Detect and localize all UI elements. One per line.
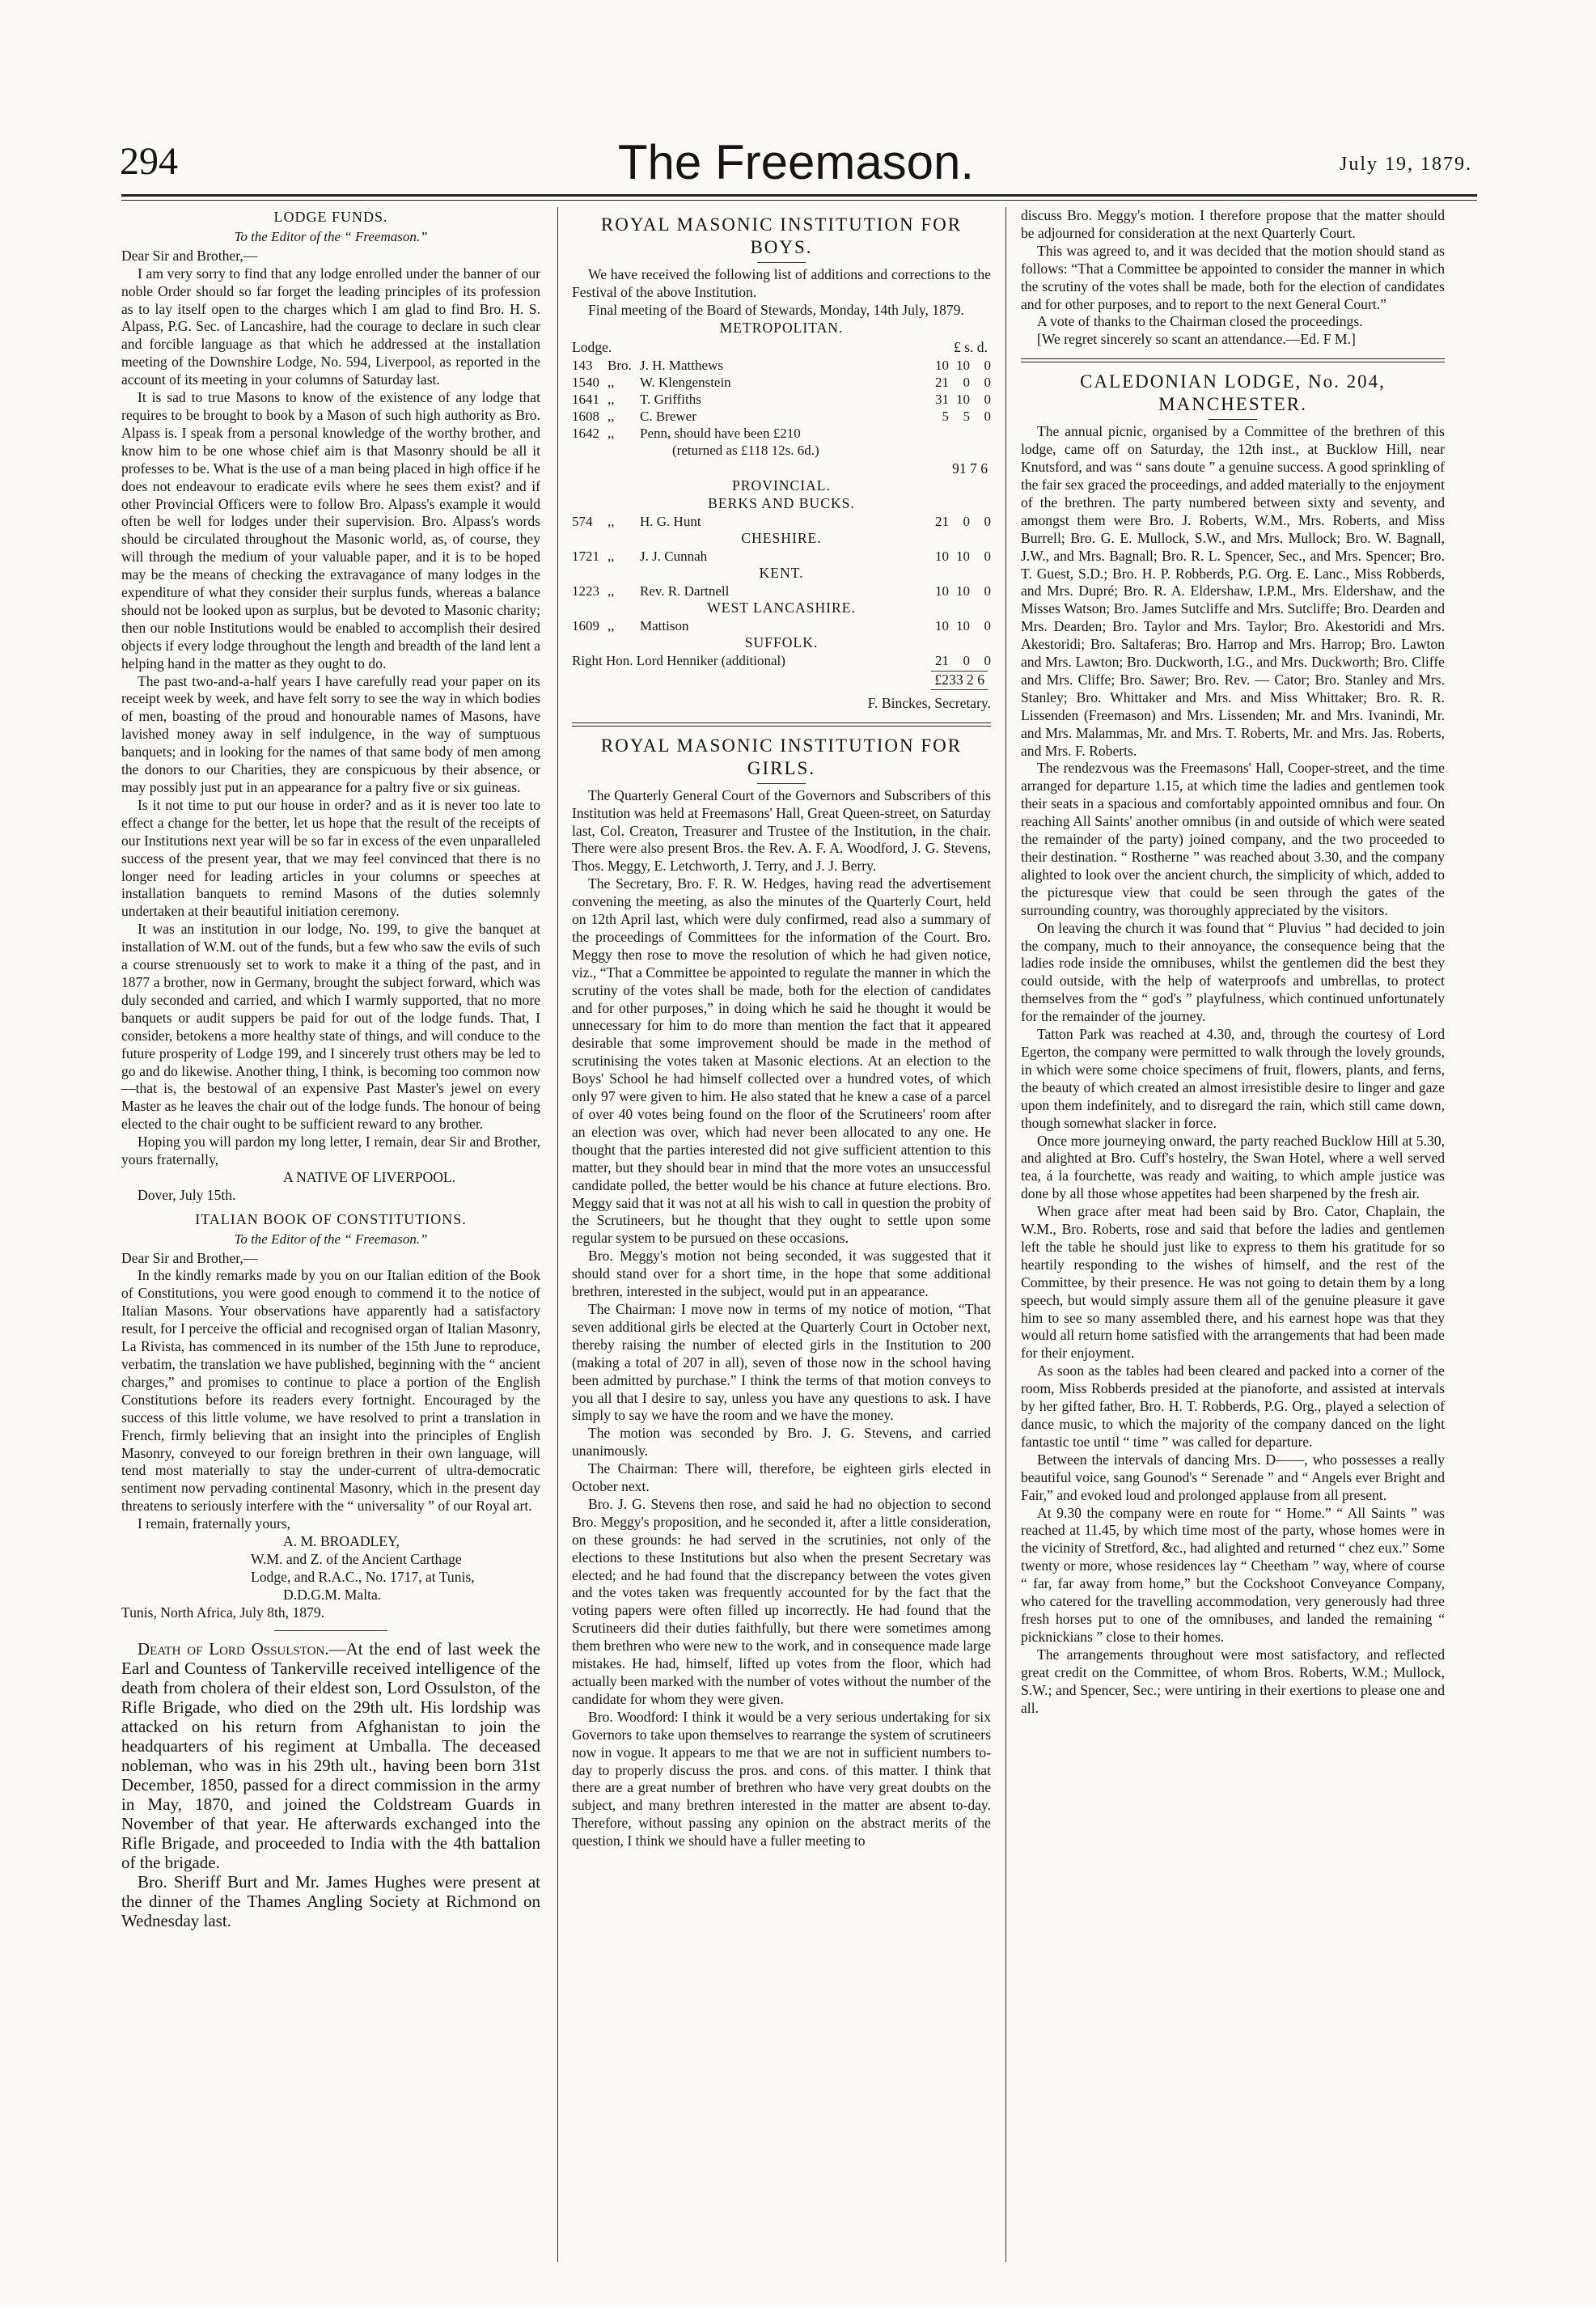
- section-divider: [572, 722, 991, 727]
- section-label: PROVINCIAL.: [732, 477, 831, 494]
- masthead-rule: [121, 194, 1477, 197]
- signature-line: Lodge, and R.A.C., No. 1717, at Tunis,: [251, 1568, 475, 1585]
- title-rule: [757, 262, 806, 263]
- paragraph: It was an institution in our lodge, No. 199, to give the banquet at installation of W.M. out of the funds, but a few who saw the evils of such a course strenuously set to work to make it a thing of the past, and in 1877 a brother, now in Germany, brought the subject forward, which was duly seconded and carried, and which I warmly supported, that no more banquets or audit suppers be paid for out of the lodge funds. That, I consider, betokens a more healthy state of things, and will conduce to the future prosperity of Lodge 199, and I sincerely trust others may be led to go and do likewise. Another thing, I think, is becoming too common now—that is, the bestowal of an expensive Past Master's jewel on every Master as he leaves the chair out of the lodge funds. The honour of being elected to the chair ought to be sufficient reward to any brother.: [121, 921, 540, 1133]
- issue-date: July 19, 1879.: [1339, 154, 1472, 175]
- column-rule: [557, 207, 558, 2262]
- death-notice-lead: Death of Lord Ossulston.: [138, 1638, 329, 1659]
- grand-total: £233 2 6: [572, 671, 991, 690]
- paragraph: The past two-and-a-half years I have carefully read your paper on its receipt week by week, and have felt sorry to see the way in which bodies of men, boasting of the proud and honourable names of Masons, have lavished money away in self indulgence, in the way of sumptuous banquets; and in looking for the names of that same body of men among the donors to our Charities, they are conspicuous by their absence, or may possibly just put in an appearance for a paltry five or six guineas.: [121, 672, 540, 795]
- signature-line: D.D.G.M. Malta.: [283, 1586, 382, 1603]
- place-date: Dover, July 15th.: [138, 1186, 236, 1203]
- list-header: [572, 339, 991, 357]
- cheshire-list: [572, 548, 991, 565]
- signature: A. M. BROADLEY,: [283, 1533, 400, 1550]
- signature-line: W.M. and Z. of the Ancient Carthage: [251, 1550, 462, 1567]
- section-label: BERKS AND BUCKS.: [708, 495, 855, 512]
- list-row: 1609 ,, Mattison 10 10 0: [572, 617, 991, 633]
- place-date: Tunis, North Africa, July 8th, 1879.: [121, 1604, 325, 1621]
- list-row: (returned as £118 12s. 6d.): [672, 442, 819, 458]
- column-1: [121, 207, 540, 2278]
- list-row: 1608 ,, C. Brewer 5 5 0: [572, 408, 991, 424]
- column-3: [1021, 207, 1445, 2278]
- list-row: 1721 ,, J. J. Cunnah 10 10 0: [572, 549, 991, 565]
- article-title-italian-book: ITALIAN BOOK OF CONSTITUTIONS.: [195, 1210, 467, 1227]
- section-label: WEST LANCASHIRE.: [707, 600, 856, 617]
- list-row: 143 Bro. J. H. Matthews 10 10 0: [572, 357, 991, 373]
- paragraph: Tatton Park was reached at 4.30, and, through the courtesy of Lord Egerton, the company were permitted to walk through the lovely grounds, in which were some choice specimens of fruit, flowers, plants, and ferns, the beauty of which created an almost irresistible desire to linger and gaze upon them indefinitely, and to disregard the rain, which still came down, though somewhat slacker in force.: [1021, 1026, 1445, 1131]
- paragraph: The motion was seconded by Bro. J. G. Stevens, and carried unanimously.: [572, 1425, 991, 1460]
- editor-note: [We regret sincerely so scant an attendance.—Ed. F M.]: [1037, 331, 1356, 348]
- paragraph: The Chairman: There will, therefore, be eighteen girls elected in October next.: [572, 1460, 991, 1495]
- article-title-caledonian: CALEDONIAN LODGE, No. 204, MANCHESTER.: [1080, 371, 1386, 415]
- title-rule: [757, 783, 806, 784]
- sheriff-notice: Bro. Sheriff Burt and Mr. James Hughes were present at the dinner of the Thames Angling Society at Richmond on Wednesday last.: [121, 1871, 540, 1930]
- paragraph: Bro. Woodford: I think it would be a very serious undertaking for six Governors to take upon themselves to rearrange the system of scrutineers now in vogue. It appears to me that we are not in sufficient numbers to-day to properly discuss the pros. and cons. of this matter. I think that there are a great number of brethren who have very great doubts on the subject, and many brethren interested in the matter are absent to-day. Therefore, without passing any opinion on the abstract merits of the question, I think we should have a fuller meeting to: [572, 1708, 991, 1850]
- list-row: 1642 ,, Penn, should have been £210: [572, 425, 801, 441]
- berks-list: [572, 513, 991, 530]
- paragraph: Final meeting of the Board of Stewards, Monday, 14th July, 1879.: [588, 301, 964, 318]
- section-label: KENT.: [759, 565, 804, 582]
- list-row: Right Hon. Lord Henniker (additional) 21 0 0: [572, 652, 991, 668]
- paragraph: The rendezvous was the Freemasons' Hall, Cooper-street, and the time arranged for departure 1.15, at which time the ladies and gentlemen took their seats in a spacious and comfortably appointed omnibus and four. On reaching All Saints' another omnibus (in and outside of which were seated the remainder of the party) joined company, and the two proceeded to their destination. “ Rostherne ” was reached about 3.30, and the company alighted to look over the ancient church, the simplicity of which, added to the picturesque view that could be seen through the gates of the surrounding country, was thoroughly appreciated by the visitors.: [1021, 760, 1445, 918]
- article-subtitle: To the Editor of the “ Freemason.”: [234, 1231, 428, 1247]
- paragraph: discuss Bro. Meggy's motion. I therefore propose that the matter should be adjourned for consideration at the next Quarterly Court.: [1021, 207, 1445, 241]
- suffolk-list: [572, 652, 991, 669]
- list-row: 574 ,, H. G. Hunt 21 0 0: [572, 514, 991, 530]
- paragraph: As soon as the tables had been cleared and packed into a corner of the room, Miss Robberds presided at the pianoforte, and assisted at intervals by her gifted father, Bro. H. T. Robberds, P.G. Org., played a selection of dance music, to which the majority of the company danced on the light fantastic toe until “ time ” was called for departure.: [1021, 1362, 1445, 1450]
- paragraph: At 9.30 the company were en route for “ Home.” “ All Saints ” was reached at 11.45, by which time most of the party, whose homes were in the vicinity of Stretford, &c., had alighted and returned “ chez eux.” Some twenty or more, whose residences lay “ Cheetham ” way, where of course “ far, far away from home,” but the Cockshoot Conveyance Company, who catered for the travelling accommodation, very generously had three fresh horses put to one of the omnibuses, and landed the remaining “ picknickians ” close to their homes.: [1021, 1504, 1445, 1645]
- article-title-lodge-funds: LODGE FUNDS.: [273, 209, 388, 225]
- metropolitan-list: [572, 357, 991, 459]
- secretary-signature: F. Binckes, Secretary.: [867, 694, 991, 711]
- currency-header: £ s. d.: [953, 338, 988, 355]
- subtotal: 91 7 6: [952, 460, 988, 477]
- article-title-boys: ROYAL MASONIC INSTITUTION FOR BOYS.: [600, 214, 963, 257]
- paragraph: I am very sorry to find that any lodge enrolled under the banner of our noble Order should so far forget the leading principles of its profession as to lay itself open to the charges which I am glad to find Bro. H. S. Alpass, P.G. Sec. of Lancashire, had the courage to declare in such clear and forcible language as that which he addressed at the installation meeting of the Downshire Lodge, No. 594, Liverpool, as reported in the account of its meeting in your columns of Saturday last.: [121, 265, 540, 388]
- lodge-header: Lodge.: [572, 338, 612, 355]
- section-divider: [1021, 358, 1445, 362]
- section-rule: [274, 1630, 387, 1631]
- paragraph: This was agreed to, and it was decided that the motion should stand as follows: “That a Committee be appointed to consider the manner in which the scrutiny of the votes shall be made, both for the election of candidates and for other purposes, and to report to the next General Court.”: [1021, 242, 1445, 312]
- signature: A NATIVE OF LIVERPOOL.: [283, 1168, 456, 1185]
- salutation: Dear Sir and Brother,—: [121, 1249, 258, 1266]
- paragraph: Hoping you will pardon my long letter, I remain, dear Sir and Brother, yours fraternally,: [121, 1133, 540, 1168]
- masthead-rule-thin: [121, 200, 1477, 201]
- paragraph: In the kindly remarks made by you on our Italian edition of the Book of Constitutions, you were good enough to commend it to the notice of Italian Masons. Your observations have apparently had a satisfactory result, for I perceive the official and recognised organ of Italian Masonry, La Rivista, has commenced in its number of the 15th June to reproduce, verbatim, the translation we have published, beginning with the “ ancient charges,” and promises to continue to place a portion of the English Constitutions before its readers every fortnight. Encouraged by the success of this little volume, we have resolved to print a translation in French, firmly believing that an insight into the principles of English Masonry, conveyed to our foreign brethren in their own language, will tend most materially to stay the under-current of ultra-democratic sentiment now pervading continental Masonry, which in the present day threatens to seriously interfere with the “ universality ” of our Royal art.: [121, 1267, 540, 1515]
- title-rule: [1209, 419, 1257, 420]
- paragraph: The arrangements throughout were most satisfactory, and reflected great credit on the Committee, of whom Bros. Roberts, W.M.; Mullock, S.W.; and Spencer, Sec.; were untiring in their exertions to please one and all.: [1021, 1646, 1445, 1716]
- paragraph: Bro. J. G. Stevens then rose, and said he had no objection to second Bro. Meggy's proposition, and he seconded it, after a little consideration, on these grounds: he had served in the scrutinies, not only of the elections to these Institutions but also when the present Secretary was elected; and he had found that the discrepancy between the votes given and the votes taken was frequently accounted for by the fact that the voting papers were often filled up incorrectly. He had found that the Scrutineers did their duties faithfully, but there were sometimes among them brethren who were new to the work, and in consequence made large mistakes. He had, himself, lifted up votes from the floor, which had actually been marked with the number of votes without the number of the candidate for whom they were given.: [572, 1495, 991, 1707]
- article-title-girls: ROYAL MASONIC INSTITUTION FOR GIRLS.: [600, 735, 963, 778]
- list-row: 1540 ,, W. Klengenstein 21 0 0: [572, 374, 991, 390]
- paragraph: A vote of thanks to the Chairman closed the proceedings.: [1037, 313, 1363, 330]
- paragraph: Bro. Meggy's motion not being seconded, it was suggested that it should stand over for a short time, in the hope that some additional brethren, interested in the subject, would put in an appearance.: [572, 1248, 991, 1300]
- west-lancs-list: [572, 617, 991, 634]
- paragraph: We have received the following list of additions and corrections to the Festival of the above Institution.: [572, 266, 991, 300]
- closing: I remain, fraternally yours,: [138, 1515, 291, 1532]
- death-notice: [121, 1639, 540, 1872]
- column-rule: [1005, 207, 1006, 2262]
- list-row: 1641 ,, T. Griffiths 31 10 0: [572, 391, 991, 407]
- masthead: [120, 135, 1472, 189]
- paragraph: When grace after meat had been said by Bro. Cator, Chaplain, the W.M., Bro. Roberts, rose and said that before the ladies and gentlemen left the table he should just like to express to them his gratitude for so heartily responding to the wishes of himself, and the rest of the Committee, by their presence. He was not going to detain them by a long speech, but would simply assure them all of the genuine pleasure it gave him to see so many assembled there, and his earnest hope was that they would all return home satisfied with the arrangements that had been made for their enjoyment.: [1021, 1203, 1445, 1362]
- list-row: 1223 ,, Rev. R. Dartnell 10 10 0: [572, 583, 991, 600]
- paragraph: The Chairman: I move now in terms of my notice of motion, “That seven additional girls be elected at the Quarterly Court in October next, thereby raising the number of elected girls in the Institution to 200 (making a total of 207 in all), seven of those now in the school having been admitted by purchase.” I think the terms of that motion conveys to you all that I desire to say, unless you have any questions to ask. I have simply to say we have the room and we have the money.: [572, 1300, 991, 1424]
- kent-list: [572, 583, 991, 600]
- newspaper-title: The Freemason.: [617, 135, 975, 189]
- paragraph: Between the intervals of dancing Mrs. D——, who possesses a really beautiful voice, sang Gounod's “ Serenade ” and “ Angels ever Bright and Fair,” and evoked loud and prolonged applause from all present.: [1021, 1451, 1445, 1503]
- paragraph: The Secretary, Bro. F. R. W. Hedges, having read the advertisement convening the meeting, as also the minutes of the Quarterly Court, held on 12th April last, which were duly confirmed, read also a summary of the proceedings of Committees for the information of the Court. Bro. Meggy then rose to move the resolution of which he had given notice, viz., “That a Committee be appointed to regulate the manner in which the scrutiny of the votes shall be made, both for the election of candidates and for other purposes,” in doing which he said he thought it would be unnecessary for him to do more than mention the fact that it appeared desirable that some improvement should be made in the method of scrutinising the votes taken at Masonic elections. At an election to the Boys' School he had himself collected over a hundred votes, of which only 97 were given to him. He also stated that he knew a case of a parcel of over 40 votes being found on the floor of the Scrutineers' room after an election was over, which had never been allocated to any one. He thought that the parties interested did not give sufficient attention to this matter, but they should bear in mind that the more votes an unsuccessful candidate polled, the better would be his chance at future elections. Bro. Meggy said that it was not at all his wish to call in question the probity of the Scrutineers, but he thought that they ought to settle upon some regular system to be pursued on these occasions.: [572, 875, 991, 1247]
- column-2: [572, 207, 991, 2278]
- salutation: Dear Sir and Brother,—: [121, 247, 258, 264]
- paragraph: The annual picnic, organised by a Committee of the brethren of this lodge, came off on Saturday, the 12th inst., at Bucklow Hill, near Knutsford, and was “ sans doute ” a genuine success. A good sprinkling of the fair sex graced the proceedings, and added materially to the enjoyment of the brethren. The party numbered between sixty and seventy, and amongst them were Bro. J. Roberts, W.M., Mrs. Roberts, and Miss Burrell; Bro. G. E. Mullock, S.W., and Mrs. Mullock; Bro. W. Bagnall, J.W., and Mrs. Bagnall; Bro. R. L. Spencer, Sec., and Mrs. Spencer; Bro. T. Guest, S.D.; Bro. H. P. Robberds, P.G. Org. E. Lanc., Miss Robberds, and Mrs. Dupré; Bro. R. A. Eldershaw, I.P.M., Mrs. Eldershaw, and the Misses Watson; Bro. James Sutcliffe and Mrs. Sutcliffe; Bro. Dearden and Mrs. Dearden; Bro. Taylor and Mrs. Taylor; Bro. Akestoridi and Mrs. Akestoridi; Bro. Saltaferas; Bro. Harrop and Mrs. Harrop; Bro. Lawton and Mrs. Lawton; Bro. Duckworth, I.G., and Mrs. Duckworth; Bro. Cliffe and Mrs. Cliffe; Bro. Sawer; Bro. Rev. — Cator; Bro. Stanley and Mrs. Stanley; Bro. Whittaker and Mrs. and Miss Whittaker; Bro. R. R. Lissenden (Freemason) and Mrs. Lissenden; Mr. and Mrs. Ivanindi, Mr. and Mrs. Malammas, Mr. and Mrs. T. Roberts, Mr. and Mrs. Jas. Roberts, and Mrs. F. Roberts.: [1021, 423, 1445, 759]
- section-label: SUFFOLK.: [744, 633, 819, 650]
- section-label: METROPOLITAN.: [719, 319, 844, 336]
- section-label: CHESHIRE.: [741, 530, 822, 547]
- page-number: 294: [120, 140, 178, 183]
- paragraph: On leaving the church it was found that “ Pluvius ” had decided to join the company, much to their annoyance, the consequence being that the ladies rode inside the omnibuses, whilst the gentlemen did the best they could outside, with the help of waterproofs and umbrellas, to protect themselves from the “ god's ” playfulness, which continued unfortunately for the remainder of the journey.: [1021, 919, 1445, 1025]
- death-notice-text: —At the end of last week the Earl and Countess of Tankerville received intelligence of the death from cholera of their eldest son, Lord Ossulston, of the Rifle Brigade, who died on the 29th ult. His lordship was attacked on his return from Afghanistan to join the headquarters of his regiment at Umballa. The deceased nobleman, who was in his 29th ult., having been born 31st December, 1850, passed for a direct commission in the army in May, 1870, and joined the Coldstream Guards in November of that year. He afterwards exchanged into the Rifle Brigade, and proceeded to India with the 4th battalion of the brigade.: [121, 1638, 540, 1872]
- article-subtitle: To the Editor of the “ Freemason.”: [234, 228, 428, 244]
- paragraph: The Quarterly General Court of the Governors and Subscribers of this Institution was held at Freemasons' Hall, Great Queen-street, on Saturday last, Col. Creaton, Treasurer and Trustee of the Institution, in the chair. There were also present Bros. the Rev. A. F. A. Woodford, J. G. Stevens, Thos. Meggy, E. Letchworth, J. Terry, and J. J. Berry.: [572, 786, 991, 875]
- paragraph: Once more journeying onward, the party reached Bucklow Hill at 5.30, and alighted at Bro. Cuff's hostelry, the Swan Hotel, where a well served tea, á la fourchette, was ready and waiting, to which ample justice was done by all those whose appetites had been sharpened by the fresh air.: [1021, 1132, 1445, 1202]
- paragraph: It is sad to true Masons to know of the existence of any lodge that requires to be brought to book by a Mason of such high authority as Bro. Alpass is. I speak from a personal knowledge of the worthy brother, and know him to be one whose chief aim is that Masonry should be all it professes to be. What is the use of a man being placed in high office if he does not endeavour to eradicate evils where he sees them exist? and if other Provincial Officers were to follow Bro. Alpass's example it would often be well for lodges under their supervision. Bro. Alpass's words should be circulated throughout the Masonic world, as, of course, they will through the medium of your valuable paper, and it is to be hoped may be the means of checking the extravagance of many lodges in the expenditure of what they consider their surplus funds, whereas a balance should not be looked upon as surplus, but be devoted to Masonic charity; then our noble Institutions would be enabled to accomplish their desired objects if every lodge throughout the length and breadth of the land lent a helping hand in the matter as they ought to do.: [121, 389, 540, 672]
- paragraph: Is it not time to put our house in order? and as it is never too late to effect a change for the better, let us hope that the result of the receipts of our Institutions next year will be so far in excess of the even unparalleled success of the present year, that we may feel convinced that there is no longer need for leading articles in your columns or speeches at installation banquets to remind Masons of the duties solemnly undertaken at their beautiful initiation ceremony.: [121, 796, 540, 920]
